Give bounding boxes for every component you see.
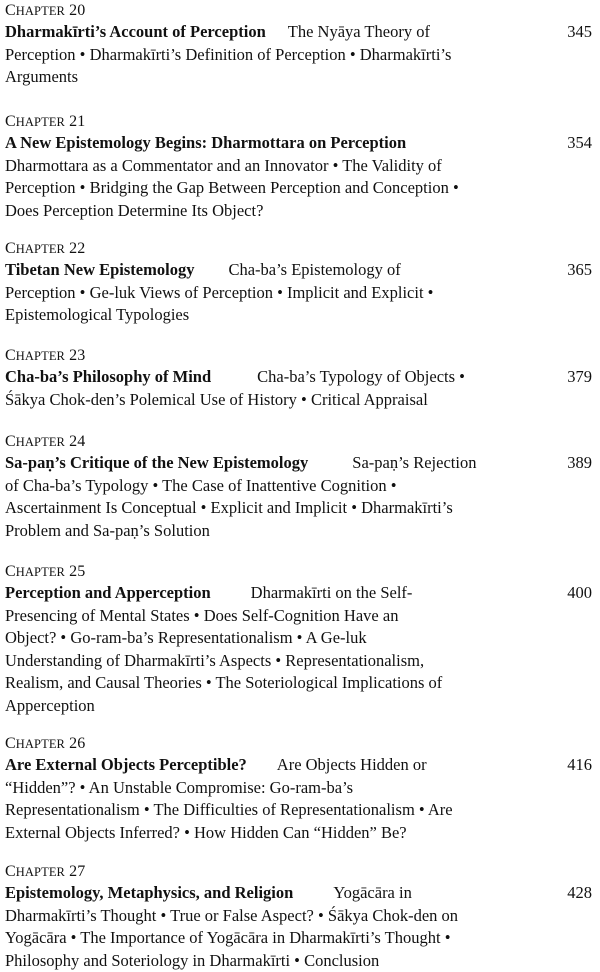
chapter-body [5,259,515,327]
chapter-entry-22 [5,238,595,327]
chapter-label [5,733,595,754]
chapter-topic-line: Does Perception Determine Its Object? [5,200,264,220]
page-number: 345 [567,22,592,41]
chapter-first-line [5,132,515,155]
chapter-title: Dharmakīrti’s Account of Perception [5,22,266,41]
chapter-body [5,366,515,411]
page-number: 400 [567,583,592,602]
chapter-label-rest: HAPTER [15,4,65,18]
chapter-label-rest: HAPTER [15,435,65,449]
chapter-title: Tibetan New Epistemology [5,260,195,279]
chapter-topic-line: Arguments [5,67,79,87]
chapter-label [5,345,595,366]
chapter-body [5,21,515,89]
chapter-topic-line: Dharmakīrti on the Self- [250,583,413,602]
chapter-topic-line: Śākya Chok-den’s Polemical Use of History • Critical Appraisal [5,389,428,409]
chapter-entry-25 [5,561,595,718]
chapter-label-rest: HAPTER [15,242,65,256]
chapter-first-line [5,366,515,389]
chapter-topic-line: Ascertainment Is Conceptual • Explicit and Implicit • Dharmakīrti’s [5,498,453,518]
chapter-label-initial: C [5,240,16,257]
page-number: 428 [567,883,592,902]
chapter-title: A New Epistemology Begins: Dharmottara on Perception [5,133,407,152]
chapter-topic-line: Perception • Bridging the Gap Between Perception and Conception • [5,178,459,198]
chapter-topic-line: Dharmakīrti’s Thought • True or False Aspect? • Śākya Chok-den on [5,905,459,925]
chapter-topic-line: Philosophy and Soteriology in Dharmakīrti • Conclusion [5,950,380,970]
chapter-label-initial: C [5,113,16,130]
chapter-label [5,111,595,132]
chapter-number: 23 [69,347,86,364]
chapter-topic-line: Cha-ba’s Epistemology of [228,260,401,279]
chapter-topic-line: Cha-ba’s Typology of Objects • [257,367,465,386]
chapter-topic-line: Yogācāra • The Importance of Yogācāra in Dharmakīrti’s Thought • [5,928,451,948]
chapter-title: Epistemology, Metaphysics, and Religion [5,883,294,902]
chapter-title: Cha-ba’s Philosophy of Mind [5,367,212,386]
chapter-body [5,882,515,972]
chapter-label-initial: C [5,433,16,450]
page-number: 389 [567,453,592,472]
chapter-entry-27 [5,861,595,972]
chapter-number: 21 [69,113,86,130]
chapter-label-initial: C [5,863,16,880]
chapter-topic-line: Dharmottara as a Commentator and an Innovator • The Validity of [5,155,442,175]
chapter-number: 27 [69,863,86,880]
chapter-label-rest: HAPTER [15,349,65,363]
chapter-entry-26 [5,733,595,844]
chapter-label [5,431,595,452]
chapter-label-rest: HAPTER [15,115,65,129]
chapter-body [5,582,515,718]
chapter-number: 25 [69,563,86,580]
chapter-label-initial: C [5,563,16,580]
chapter-topic-line: External Objects Inferred? • How Hidden Can “Hidden” Be? [5,822,407,842]
chapter-label [5,861,595,882]
chapter-label-initial: C [5,2,16,19]
chapter-topic-line: Sa-paṇ’s Rejection [352,453,477,472]
chapter-topic-line: Realism, and Causal Theories • The Soteriological Implications of [5,673,443,693]
chapter-label-rest: HAPTER [15,865,65,879]
chapter-number: 20 [69,2,86,19]
chapter-body [5,132,515,222]
chapter-body [5,452,515,542]
chapter-label-initial: C [5,347,16,364]
chapter-topic-line: Presencing of Mental States • Does Self-Cognition Have an [5,605,399,625]
chapter-topic-line: Are Objects Hidden or [276,755,427,774]
chapter-body [5,754,515,844]
chapter-topic-line: Apperception [5,695,95,715]
chapter-topic-line: Problem and Sa-paṇ’s Solution [5,520,210,540]
chapter-entry-24 [5,431,595,542]
chapter-title: Perception and Apperception [5,583,211,602]
chapter-topic-line: “Hidden”? • An Unstable Compromise: Go-ram-ba’s [5,777,354,797]
page-number: 354 [567,133,592,152]
chapter-first-line [5,882,515,905]
chapter-label-rest: HAPTER [15,565,65,579]
page-number: 365 [567,260,592,279]
chapter-title: Sa-paṇ’s Critique of the New Epistemology [5,453,309,472]
page-number: 416 [567,755,592,774]
chapter-topic-line: Epistemological Typologies [5,305,190,325]
chapter-topic-line: Representationalism • The Difficulties of Representationalism • Are [5,800,453,820]
page-number: 379 [567,367,592,386]
chapter-topic-line: Understanding of Dharmakīrti’s Aspects • Representationalism, [5,650,425,670]
chapter-topic-line: Object? • Go-ram-ba’s Representationalism • A Ge-luk [5,628,367,648]
chapter-label [5,0,595,21]
chapter-label-initial: C [5,735,16,752]
chapter-label-rest: HAPTER [15,737,65,751]
chapter-entry-21 [5,111,595,222]
chapter-label [5,238,595,259]
chapter-topic-line: of Cha-ba’s Typology • The Case of Inattentive Cognition • [5,475,397,495]
chapter-topic-line: Perception • Dharmakīrti’s Definition of Perception • Dharmakīrti’s [5,44,452,64]
chapter-first-line [5,259,515,282]
chapter-number: 22 [69,240,86,257]
chapter-title: Are External Objects Perceptible? [5,755,247,774]
chapter-entry-20 [5,0,595,89]
chapter-first-line [5,754,515,777]
chapter-number: 26 [69,735,86,752]
chapter-label [5,561,595,582]
chapter-topic-line: Perception • Ge-luk Views of Perception • Implicit and Explicit • [5,282,434,302]
chapter-topic-line: The Nyāya Theory of [287,22,430,41]
chapter-first-line [5,452,515,475]
chapter-number: 24 [69,433,86,450]
chapter-first-line [5,21,515,44]
chapter-first-line [5,582,515,605]
chapter-entry-23 [5,345,595,411]
chapter-topic-line: Yogācāra in [333,883,412,902]
